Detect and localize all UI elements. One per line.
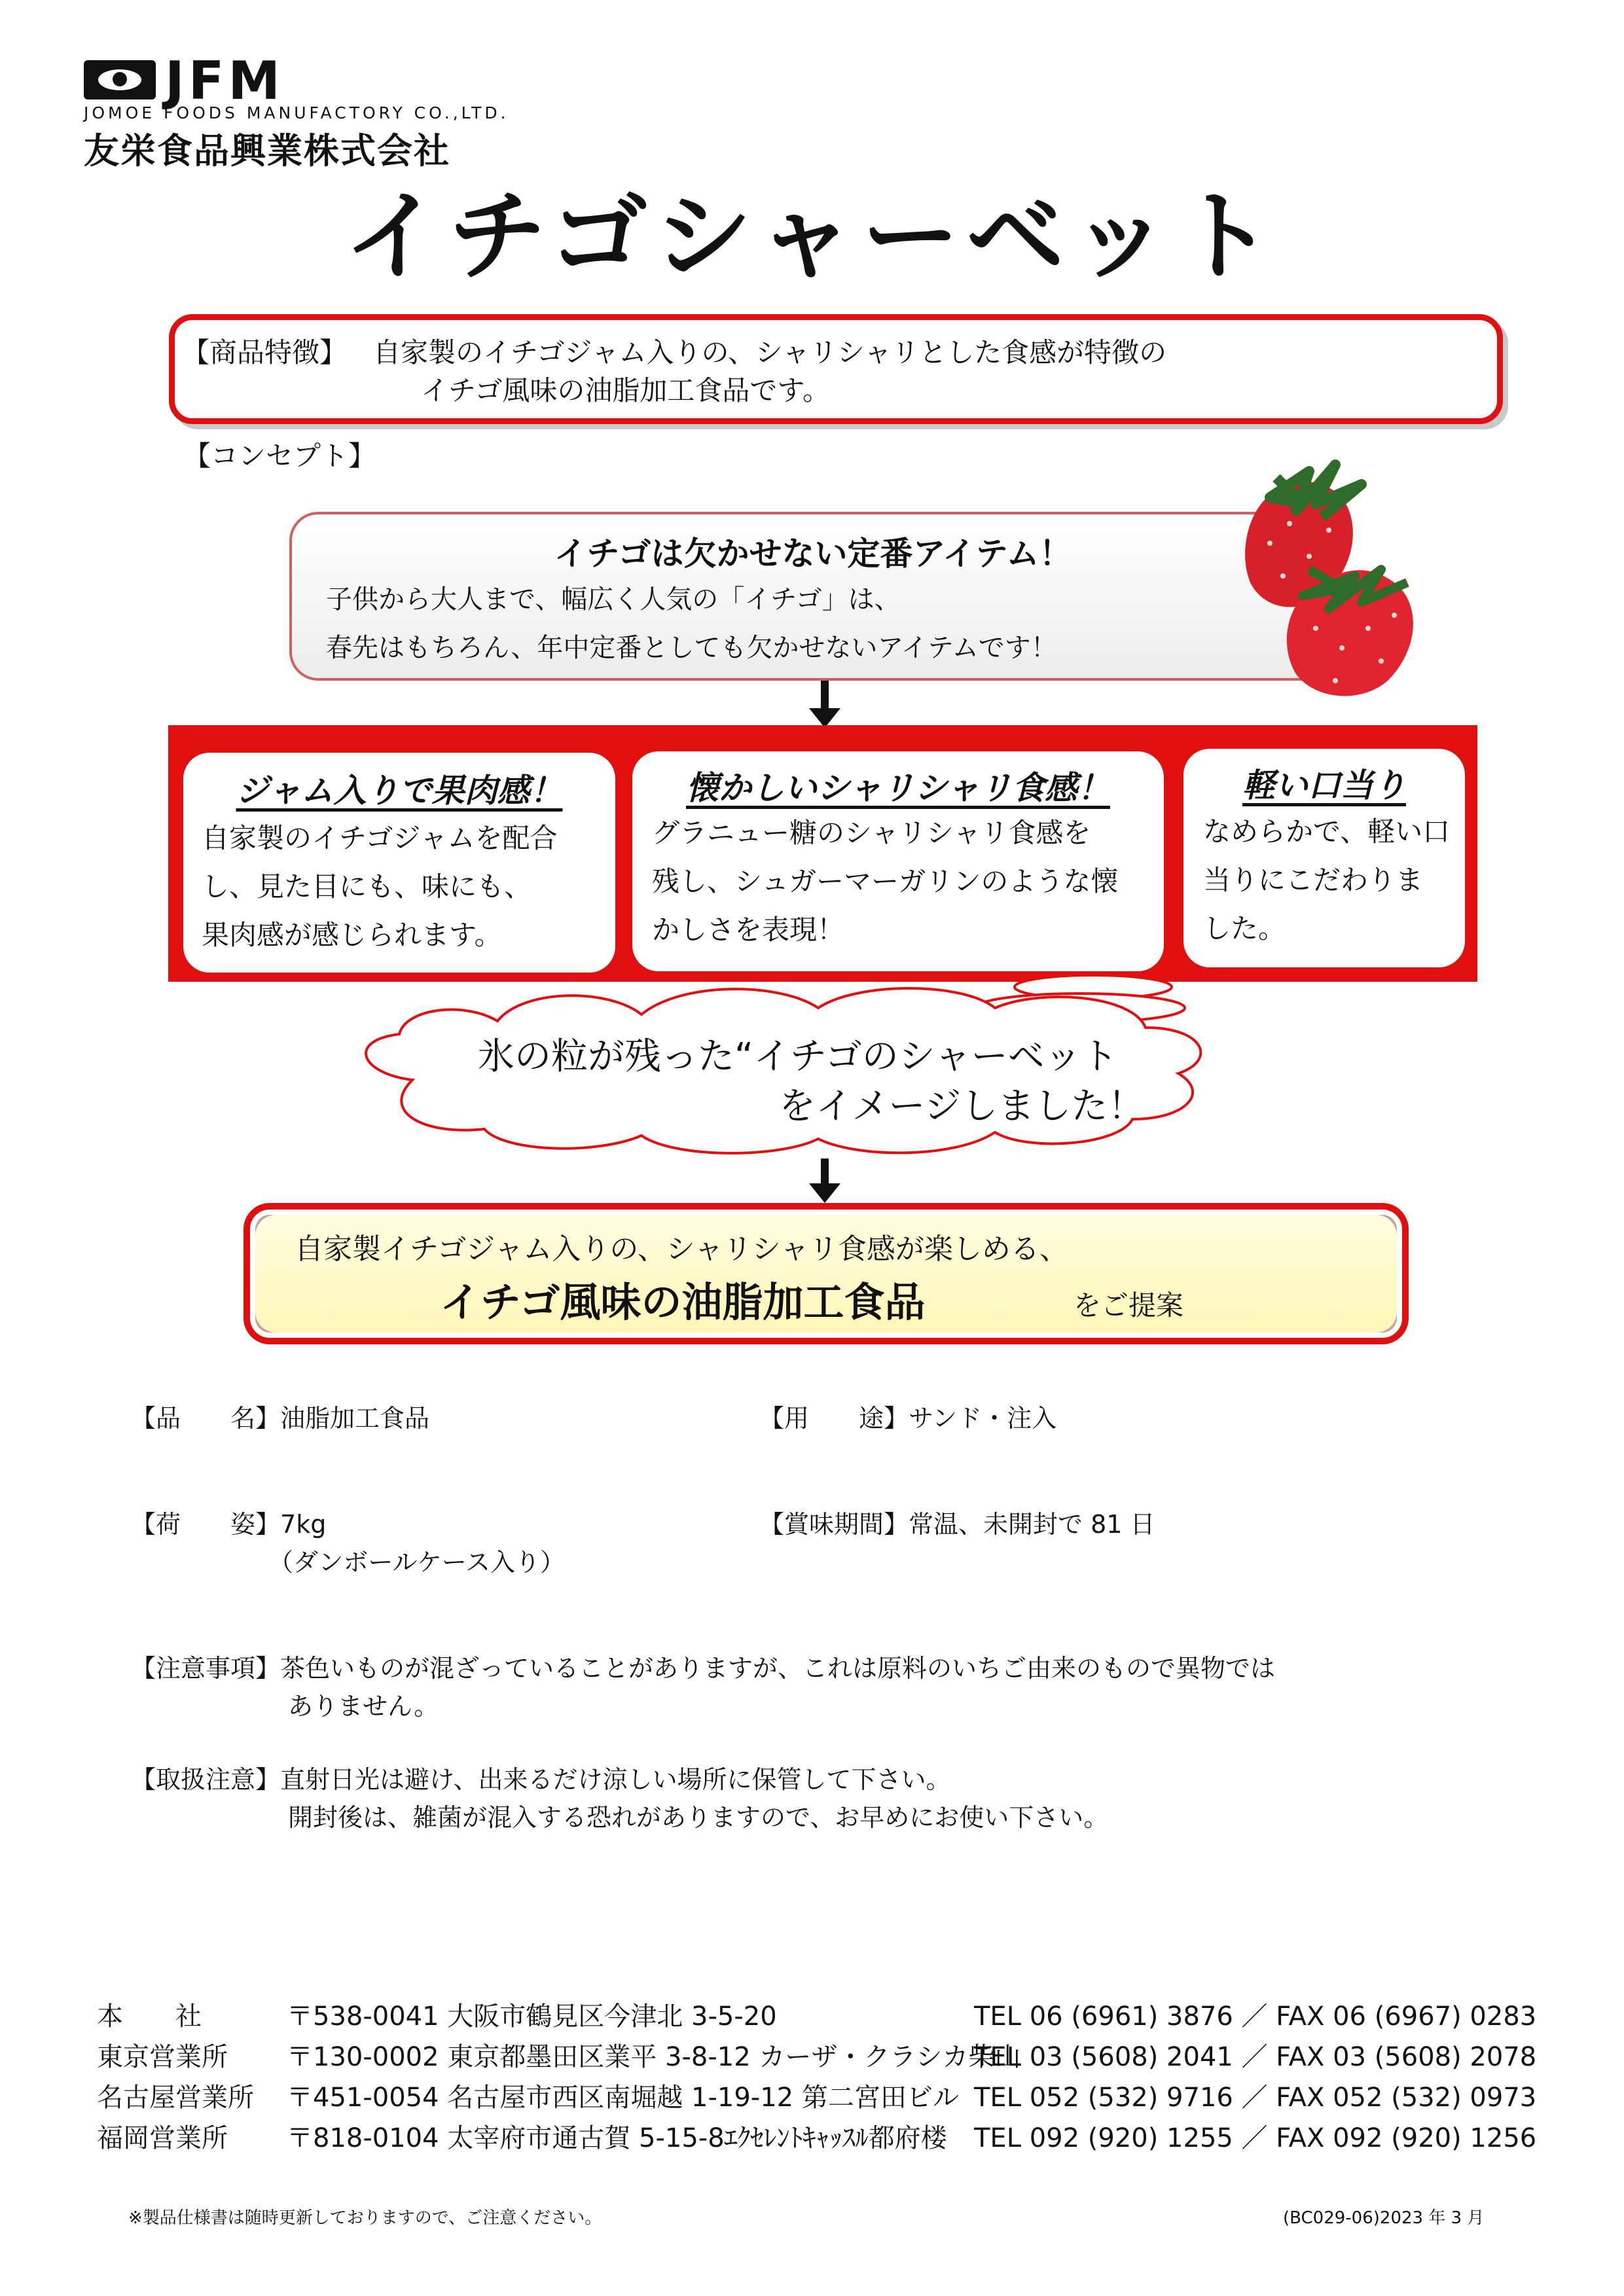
- concept-line-2: 春先はもちろん、年中定番としても欠かせないアイテムです！: [326, 633, 1057, 663]
- feature-label: 【商品特徴】: [182, 336, 348, 368]
- panel-mouthfeel-body: なめらかで、軽い口 当りにこだわりま した。: [1203, 816, 1451, 944]
- panel-texture-body: グラニュー糖のシャリシャリ食感を 残し、シュガーマーガリンのような懐 かしさを表現！: [652, 817, 1119, 946]
- spec-handling: 【取扱注意】直射日光は避け、出来るだけ涼しい場所に保管して下さい。 開封後は、雑菌が混入する恐れがありますので、お早めにお使い下さい。: [131, 1765, 1109, 1832]
- office-row: 本 社 〒538-0041 大阪市鶴見区今津北 3-5-20 TEL 06 (6961) 3876 ／ FAX 06 (6967) 0283: [97, 2001, 1537, 2032]
- concept-line-1: 子供から大人まで、幅広く人気の「イチゴ」は、: [326, 584, 901, 615]
- arrow-down-icon: [821, 681, 829, 711]
- logo-letters: JFM: [165, 50, 285, 111]
- spec-shelf-life: 【賞味期間】常温、未開封で 81 日: [759, 1510, 1155, 1539]
- logo-english-name: JOMOE FOODS MANUFACTORY CO.,LTD.: [84, 103, 509, 122]
- feature-line-1: 自家製のイチゴジャム入りの、シャリシャリとした食感が特徴の: [373, 336, 1167, 368]
- office-list: [97, 1996, 1536, 2159]
- feature-text: [182, 334, 1166, 410]
- spec-package: 【荷 姿】7kg （ダンボールケース入り）: [131, 1510, 565, 1577]
- panel-jam-title: ジャム入りで果肉感！: [236, 772, 563, 810]
- page-title: イチゴシャーベット: [343, 180, 1280, 294]
- concept-label: 【コンセプト】: [183, 440, 376, 472]
- company-logo-icon: [84, 60, 156, 99]
- office-row: 福岡営業所 〒818-0104 太宰府市通古賀 5-15-8ｴｸｾﾚﾝﾄｷｬｯｽﾙ都府楼 TEL 092 (920) 1255 ／ FAX 092 (920) 1256: [97, 2123, 1537, 2153]
- proposal-suffix: をご提案: [1074, 1289, 1184, 1321]
- panel-mouthfeel-title: 軽い口当り: [1242, 766, 1406, 804]
- concept-title: イチゴは欠かせない定番アイテム！: [554, 535, 1072, 573]
- proposal-line-1: 自家製イチゴジャム入りの、シャリシャリ食感が楽しめる、: [295, 1232, 1068, 1266]
- cloud-line-2: をイメージしました！: [779, 1085, 1145, 1128]
- feature-line-2: イチゴ風味の油脂加工食品です。: [421, 374, 830, 406]
- strawberry-illustration-icon: [1231, 432, 1466, 707]
- panel-jam-body: 自家製のイチゴジャムを配合 し、見た目にも、味にも、 果肉感が感じられます。: [202, 822, 558, 951]
- office-row: 名古屋営業所 〒451-0054 名古屋市西区南堀越 1-19-12 第二宮田ビル TEL 052 (532) 9716 ／ FAX 052 (532) 0973: [97, 2083, 1537, 2113]
- spec-use: 【用 途】サンド・注入: [759, 1404, 1057, 1433]
- footer-note: ※製品仕様書は随時更新しておりますので、ご注意ください。: [128, 2208, 602, 2228]
- footer-code: (BC029-06)2023 年 3 月: [1283, 2208, 1485, 2228]
- panel-texture-title: 懐かしいシャリシャリ食感！: [686, 769, 1110, 807]
- office-row: 東京営業所 〒130-0002 東京都墨田区業平 3-8-12 カーザ・クラシカ柴山 TEL 03 (5608) 2041 ／ FAX 03 (5608) 2078: [97, 2042, 1537, 2072]
- logo-japanese-name: 友栄食品興業株式会社: [84, 130, 450, 171]
- arrow-head-icon-2: [809, 1183, 840, 1203]
- proposal-main: イチゴ風味の油脂加工食品: [440, 1278, 926, 1326]
- cloud-line-1: 氷の粒が残った“イチゴのシャーベット: [478, 1035, 1118, 1078]
- spec-caution: 【注意事項】茶色いものが混ざっていることがありますが、これは原料のいちご由来のもので異物では ありません。: [131, 1654, 1276, 1721]
- spec-name: 【品 名】油脂加工食品: [131, 1404, 430, 1433]
